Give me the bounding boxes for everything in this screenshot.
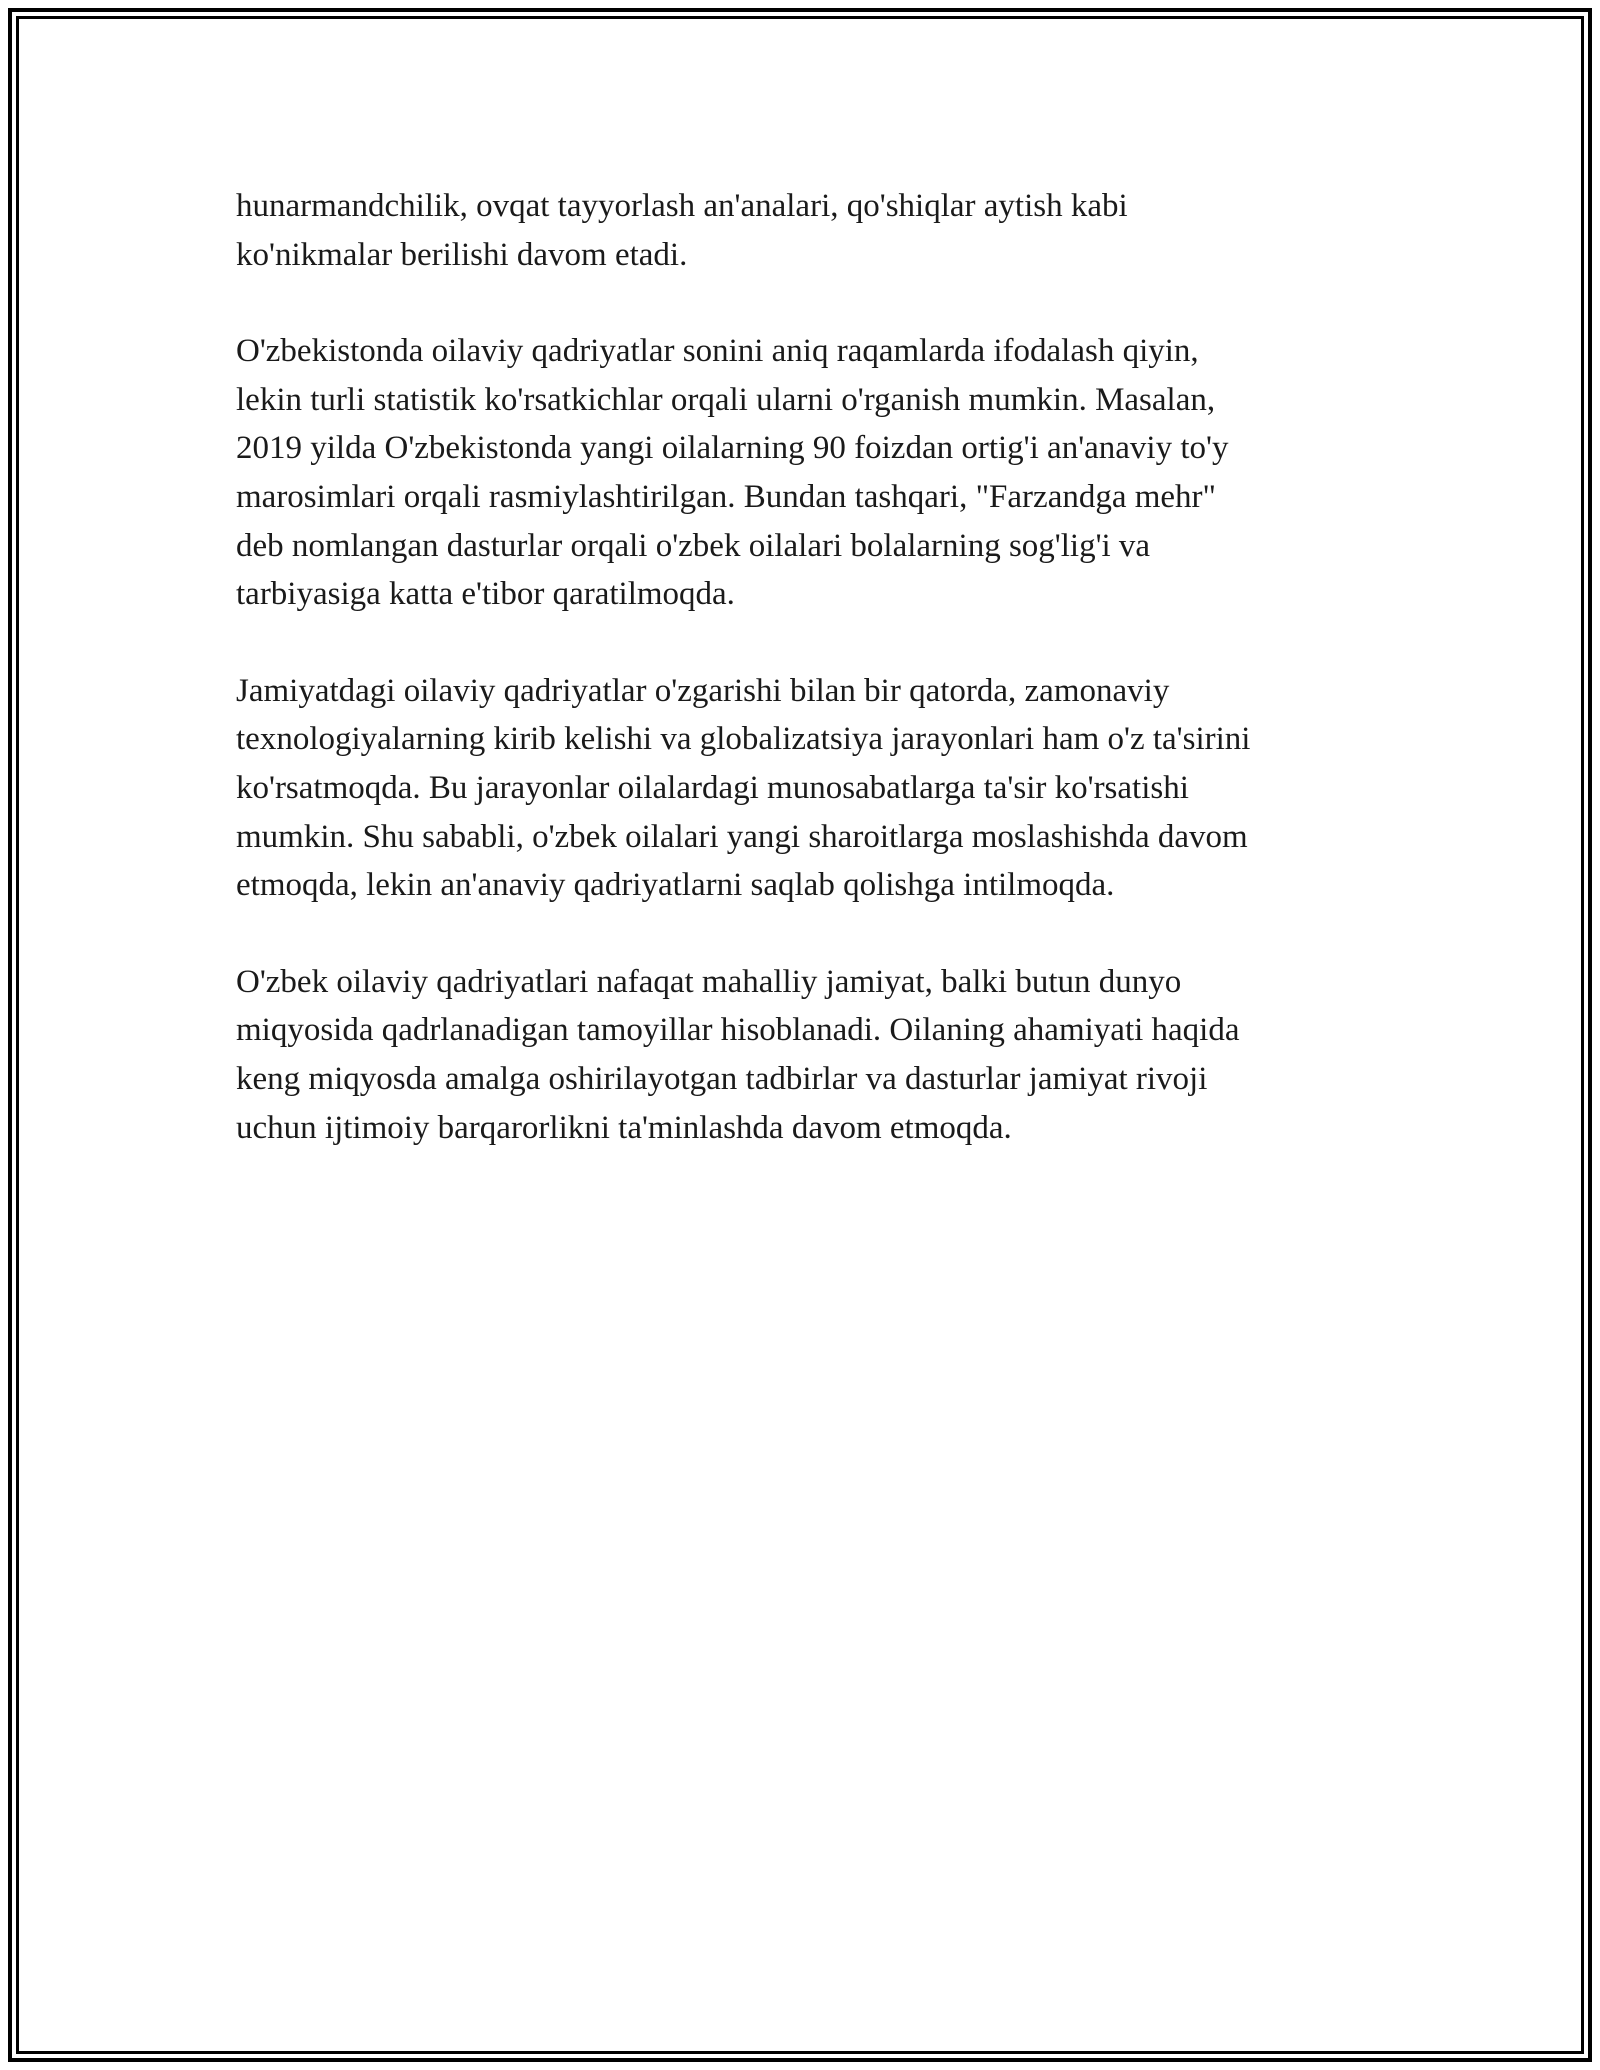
paragraph-1 [236, 182, 1376, 279]
paragraph-2 [236, 327, 1376, 619]
text-line: texnologiyalarning kirib kelishi va globalizatsiya jarayonlari ham o'z ta'sirini [236, 721, 1251, 758]
text-line: keng miqyosda amalga oshirilayotgan tadbirlar va dasturlar jamiyat rivoji [236, 1060, 1208, 1097]
paragraph-3 [236, 667, 1376, 910]
paragraph-4 [236, 958, 1376, 1152]
text-line: ko'nikmalar berilishi davom etadi. [236, 236, 688, 273]
text-line: Jamiyatdagi oilaviy qadriyatlar o'zgarishi bilan bir qatorda, zamonaviy [236, 672, 1170, 709]
text-line: O'zbek oilaviy qadriyatlari nafaqat mahalliy jamiyat, balki butun dunyo [236, 963, 1182, 1000]
text-line: tarbiyasiga katta e'tibor qaratilmoqda. [236, 576, 735, 613]
text-line: miqyosida qadrlanadigan tamoyillar hisoblanadi. Oilaning ahamiyati haqida [236, 1012, 1240, 1049]
text-line: deb nomlangan dasturlar orqali o'zbek oilalari bolalarning sog'lig'i va [236, 527, 1151, 564]
text-line: 2019 yilda O'zbekistonda yangi oilalarning 90 foizdan ortig'i an'anaviy to'y [236, 430, 1229, 467]
document-body [236, 182, 1376, 1200]
text-line: O'zbekistonda oilaviy qadriyatlar sonini aniq raqamlarda ifodalash qiyin, [236, 333, 1199, 370]
text-line: uchun ijtimoiy barqarorlikni ta'minlashda davom etmoqda. [236, 1109, 1012, 1146]
text-line: hunarmandchilik, ovqat tayyorlash an'analari, qo'shiqlar aytish kabi [236, 188, 1128, 224]
text-line: mumkin. Shu sababli, o'zbek oilalari yangi sharoitlarga moslashishda davom [236, 818, 1248, 855]
text-line: etmoqda, lekin an'anaviy qadriyatlarni saqlab qolishga intilmoqda. [236, 867, 1115, 904]
text-line: lekin turli statistik ko'rsatkichlar orqali ularni o'rganish mumkin. Masalan, [236, 381, 1216, 418]
text-line: ko'rsatmoqda. Bu jarayonlar oilalardagi munosabatlarga ta'sir ko'rsatishi [236, 769, 1189, 806]
text-line: marosimlari orqali rasmiylashtirilgan. Bundan tashqari, "Farzandga mehr" [236, 478, 1217, 515]
